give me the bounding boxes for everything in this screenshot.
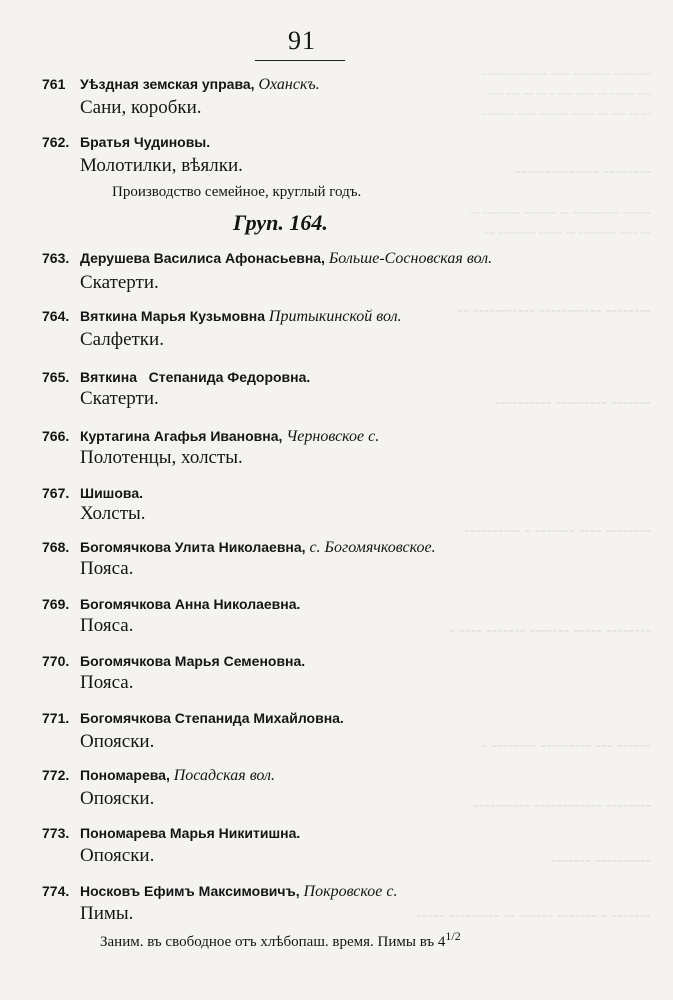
entry-number: 767. <box>42 485 70 501</box>
entry-name: Богомячкова Анна Николаевна. <box>80 596 301 612</box>
entry-name-text: Богомячкова Улита Николаевна, <box>80 539 306 555</box>
entry-number: 774. <box>42 883 70 899</box>
entry-number: 763. <box>42 250 70 266</box>
entry-product: Пояса. <box>80 672 134 693</box>
entry-name <box>80 883 397 901</box>
entry-location: с. Богомячковское. <box>309 539 436 556</box>
entry-product: Скатерти. <box>80 388 159 409</box>
entry-number: 766. <box>42 428 70 444</box>
entry-name: Богомячкова Марья Семеновна. <box>80 653 306 669</box>
entry-number: 773. <box>42 825 70 841</box>
entry-product: Холсты. <box>80 503 146 524</box>
entry-number: 769. <box>42 596 70 612</box>
entry-product: Скатерти. <box>80 272 159 293</box>
entry-name-text: Вяткина Марья Кузьмовна <box>80 308 266 324</box>
entry-note: Производство семейное, круглый годъ. <box>112 184 362 200</box>
entry-name-text: Дерушева Василиса Афонасьевна, <box>80 250 325 266</box>
entry-product: Опояски. <box>80 731 155 752</box>
entry-name <box>80 539 436 557</box>
entry-name <box>80 76 320 94</box>
entry-number: 768. <box>42 539 70 555</box>
entry-number: 761 <box>42 76 66 92</box>
entry-name: Шишова. <box>80 485 143 501</box>
entry-product: Опояски. <box>80 788 155 809</box>
bleed-through-background: ‑‑‑‑‑‑‑‑ ‑‑‑‑‑‑‑‑ ‑‑‑‑ ‑‑‑‑‑‑‑‑‑‑‑‑‑‑ ‑‑‑ ‑‑‑‑‑ ‑‑ ‑‑‑‑ ‑‑‑ ‑ ‑‑ ‑‑ ‑‑‑ ‑‑‑ ‑‑ ‑‑ ‑‑‑ ‑‑ ‑‑‑‑‑ ‑‑‑‑‑‑ ‑‑‑‑ ‑‑‑‑‑‑‑ ‑‑‑‑‑‑‑‑ ‑‑‑‑‑‑‑‑‑‑‑‑‑‑ ‑‑‑‑‑‑ ‑‑‑‑‑‑‑‑‑‑ ‑‑ ‑‑‑‑‑‑‑ ‑‑‑‑‑‑‑‑ ‑‑ ‑‑ ‑‑‑‑ ‑‑‑‑‑‑‑‑ ‑‑ ‑‑‑‑‑ ‑‑‑‑‑‑‑‑ ‑‑ ‑‑‑‑‑‑‑‑ ‑‑‑‑‑‑‑‑‑‑‑ ‑‑‑‑‑‑‑‑‑‑‑ ‑‑ ‑‑‑‑‑‑‑ ‑‑‑‑‑‑‑‑‑ ‑‑‑‑‑‑‑‑‑‑ ‑‑‑‑‑‑‑‑ ‑‑‑‑ ‑‑‑‑‑‑‑ ‑ ‑‑‑‑‑‑‑‑‑‑ ‑‑‑‑‑‑‑‑ ‑‑‑‑‑ ‑‑‑‑‑‑‑ ‑‑‑‑‑‑‑ ‑‑‑‑ ‑ ‑‑‑‑‑‑ ‑‑‑ ‑‑‑‑‑‑‑‑‑ ‑‑‑‑‑‑‑‑ ‑ ‑‑‑‑‑‑‑‑ ‑‑‑‑‑‑‑‑‑‑‑‑ ‑‑‑‑‑‑‑‑‑‑ ‑‑‑‑‑‑‑‑‑‑ ‑‑‑‑‑‑‑ ‑‑‑‑‑‑‑ ‑ ‑‑‑‑‑‑‑ ‑‑‑‑‑‑ ‑‑ ‑‑‑‑‑‑‑‑‑ ‑‑‑‑‑ <box>416 66 651 924</box>
entry-number: 772. <box>42 767 70 783</box>
entry-product: Опояски. <box>80 845 155 866</box>
entry-product: Молотилки, вѣялки. <box>80 155 243 176</box>
entry-product: Салфетки. <box>80 329 164 350</box>
entry-product: Сани, коробки. <box>80 97 202 118</box>
entry-name-text: Уѣздная земская управа, <box>80 76 255 92</box>
entry-product: Пимы. <box>80 903 134 924</box>
entry-product: Пояса. <box>80 558 134 579</box>
entry-number: 764. <box>42 308 70 324</box>
page-number: 91 <box>288 26 316 55</box>
entry-location: Покровское с. <box>303 883 398 900</box>
footer-note-text: Заним. въ свободное отъ хлѣбопаш. время. Пимы въ 4 <box>100 934 446 950</box>
footer-note <box>100 929 461 951</box>
entry-name <box>80 767 275 785</box>
entry-name: Богомячкова Степанида Михайловна. <box>80 710 344 726</box>
footer-fraction: 1/2 <box>445 929 461 943</box>
entry-location: Посадская вол. <box>173 767 276 784</box>
entry-name <box>80 250 492 268</box>
entry-name-text: Носковъ Ефимъ Максимовичъ, <box>80 883 300 899</box>
group-heading: Груп. 164. <box>233 210 328 235</box>
entry-name: Вяткина Степанида Федоровна. <box>80 369 311 385</box>
entry-name: Братья Чудиновы. <box>80 134 211 150</box>
entry-location: Притыкинской вол. <box>268 308 402 325</box>
entry-name <box>80 428 379 446</box>
entry-number: 765. <box>42 369 70 385</box>
entry-location: Черновское с. <box>286 428 380 445</box>
entry-location: Больше-Сосновская вол. <box>328 250 493 267</box>
entry-number: 762. <box>42 134 70 150</box>
entry-name: Пономарева Марья Никитишна. <box>80 825 301 841</box>
entry-location: Оханскъ. <box>258 76 320 93</box>
entry-number: 771. <box>42 710 70 726</box>
entry-name-text: Пономарева, <box>80 767 170 783</box>
entry-name-text: Куртагина Агафья Ивановна, <box>80 428 283 444</box>
entry-name <box>80 308 402 326</box>
entry-product: Полотенцы, холсты. <box>80 447 243 468</box>
entry-product: Пояса. <box>80 615 134 636</box>
page-number-rule <box>255 60 345 61</box>
entry-number: 770. <box>42 653 70 669</box>
